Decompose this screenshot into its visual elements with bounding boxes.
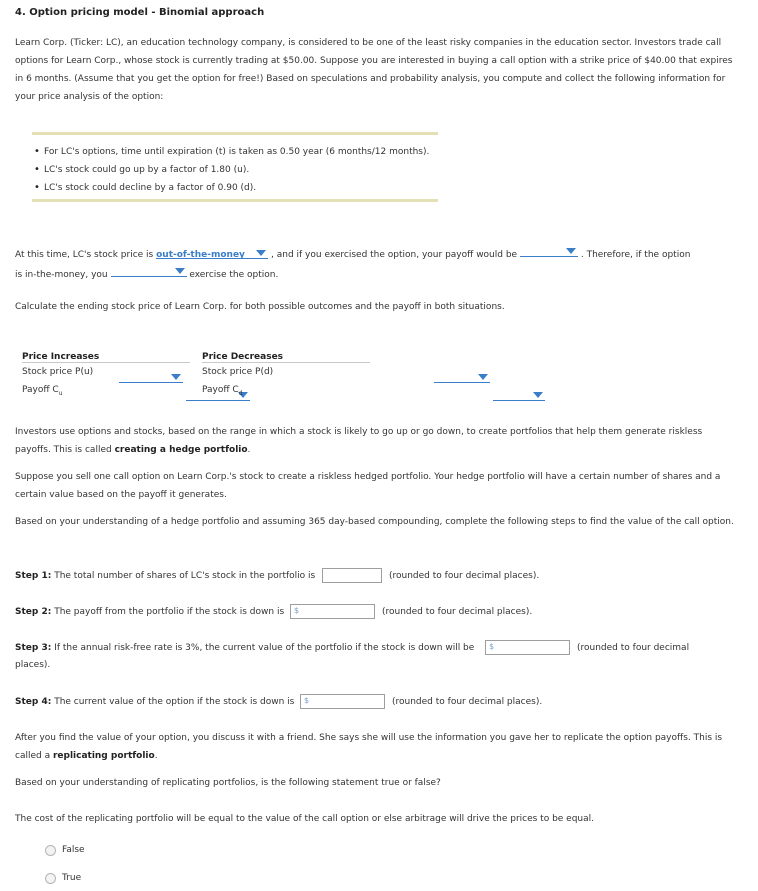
chevron-down-icon [256, 250, 266, 256]
dollar-sign: $ [489, 642, 495, 651]
step-3-suffix: (rounded to four decimal [577, 643, 690, 653]
option-false-label[interactable]: False [62, 845, 85, 855]
info-box [32, 132, 438, 202]
chevron-down-icon [533, 392, 543, 398]
dollar-sign: $ [294, 606, 300, 615]
payoff-down-dropdown[interactable] [493, 388, 545, 401]
step-1: Step 1: The total number of shares of LC's stock in the portfolio is [15, 571, 316, 581]
moneyness-dropdown[interactable] [156, 246, 268, 259]
step-3: Step 3: If the annual risk-free rate is 3%, the current value of the portfolio if the stock is down will be [15, 643, 475, 653]
info-item-time: • For LC's options, time until expiration (t) is taken as 0.50 year (6 months/12 months). [44, 143, 429, 161]
step-2-input[interactable] [290, 604, 375, 619]
question-title: 4. Option pricing model - Binomial approach [15, 7, 265, 18]
payoff-down-label: Payoff $C_d$ [202, 385, 243, 397]
moneyness-text-1: At this time, LC's stock price is [15, 250, 154, 260]
moneyness-text-2: , and if you exercised the option, your payoff would be [271, 250, 518, 260]
sell-paragraph: Suppose you sell one call option on Learn Corp.'s stock to create a riskless hedged portfolio. Your hedge portfolio will have a certain number of shares and a certain value based on the payoff it generates. [15, 472, 721, 500]
chevron-down-icon [171, 374, 181, 380]
stock-price-down-label: Stock price P(d) [202, 367, 274, 377]
radio-true[interactable] [45, 873, 56, 884]
radio-false[interactable] [45, 845, 56, 856]
info-item-up-factor: • LC's stock could go up by a factor of 1.80 (u). [44, 161, 429, 179]
stock-price-down-dropdown[interactable] [434, 370, 490, 383]
exercise-dropdown[interactable] [111, 264, 187, 277]
step-3-suffix-cont: places). [15, 660, 51, 670]
payoff-up-label: Payoff $C_u$ [22, 385, 63, 397]
step-3-input[interactable] [485, 640, 570, 655]
chevron-down-icon [175, 268, 185, 274]
tf-question: Based on your understanding of replicating portfolios, is the following statement true or false? [15, 778, 441, 788]
info-item-down-factor: • LC's stock could decline by a factor of 0.90 (d). [44, 179, 429, 197]
step-4-input[interactable] [300, 694, 385, 709]
friend-paragraph: After you find the value of your option, you discuss it with a friend. She says she will use the information you gave her to replicate the option payoffs. This is called a replicating portfolio. [15, 733, 723, 761]
price-decrease-header: Price Decreases [202, 352, 370, 363]
moneyness-text-5: exercise the option. [189, 270, 279, 280]
calc-instruction: Calculate the ending stock price of Learn Corp. for both possible outcomes and the payoff in both situations. [15, 302, 505, 312]
step-4: Step 4: The current value of the option if the stock is down is [15, 697, 295, 707]
chevron-down-icon [566, 248, 576, 254]
replicating-term: replicating portfolio [52, 751, 155, 761]
moneyness-text-4: is in-the-money, you [15, 270, 108, 280]
step-1-suffix: (rounded to four decimal places). [389, 571, 540, 581]
step-2: Step 2: The payoff from the portfolio if the stock is down is [15, 607, 285, 617]
price-increase-header: Price Increases [22, 352, 190, 363]
price-decrease-block [202, 352, 370, 399]
intro-paragraph: Learn Corp. (Ticker: LC), an education technology company, is considered to be one of the least risky companies in the education sector. Investors trade call options for Learn Corp., whose stock is currently trading at $50.00. Suppose you are interested in buying a call option with a strike price of $40.00 that expires in 6 months. (Assume that you get the option for free!) Based on speculations and probability analysis, you compute and collect the following information for your price analysis of the option: [15, 38, 733, 102]
step-1-input[interactable] [322, 568, 382, 583]
moneyness-text-3: . Therefore, if the option [580, 250, 691, 260]
option-true-label[interactable]: True [62, 873, 82, 883]
step-4-suffix: (rounded to four decimal places). [392, 697, 543, 707]
steps-intro: Based on your understanding of a hedge portfolio and assuming 365 day-based compounding, complete the following steps to find the value of the call option. [15, 517, 734, 527]
stock-price-up-label: Stock price P(u) [22, 367, 94, 377]
moneyness-dropdown-value: out-of-the-money [156, 250, 245, 260]
stock-price-up-dropdown[interactable] [119, 370, 183, 383]
chevron-down-icon [478, 374, 488, 380]
info-list [32, 143, 429, 197]
payoff-dropdown[interactable] [520, 244, 578, 257]
hedge-paragraph: Investors use options and stocks, based on the range in which a stock is likely to go up or go down, to create portfolios that help them generate riskless payoffs. This is called creating a hedge portfolio. [15, 427, 703, 455]
hedge-term: creating a hedge portfolio [114, 445, 248, 455]
step-2-suffix: (rounded to four decimal places). [382, 607, 533, 617]
moneyness-sentence [15, 244, 735, 284]
statement: The cost of the replicating portfolio will be equal to the value of the call option or else arbitrage will drive the prices to be equal. [15, 814, 595, 824]
dollar-sign: $ [304, 696, 310, 705]
